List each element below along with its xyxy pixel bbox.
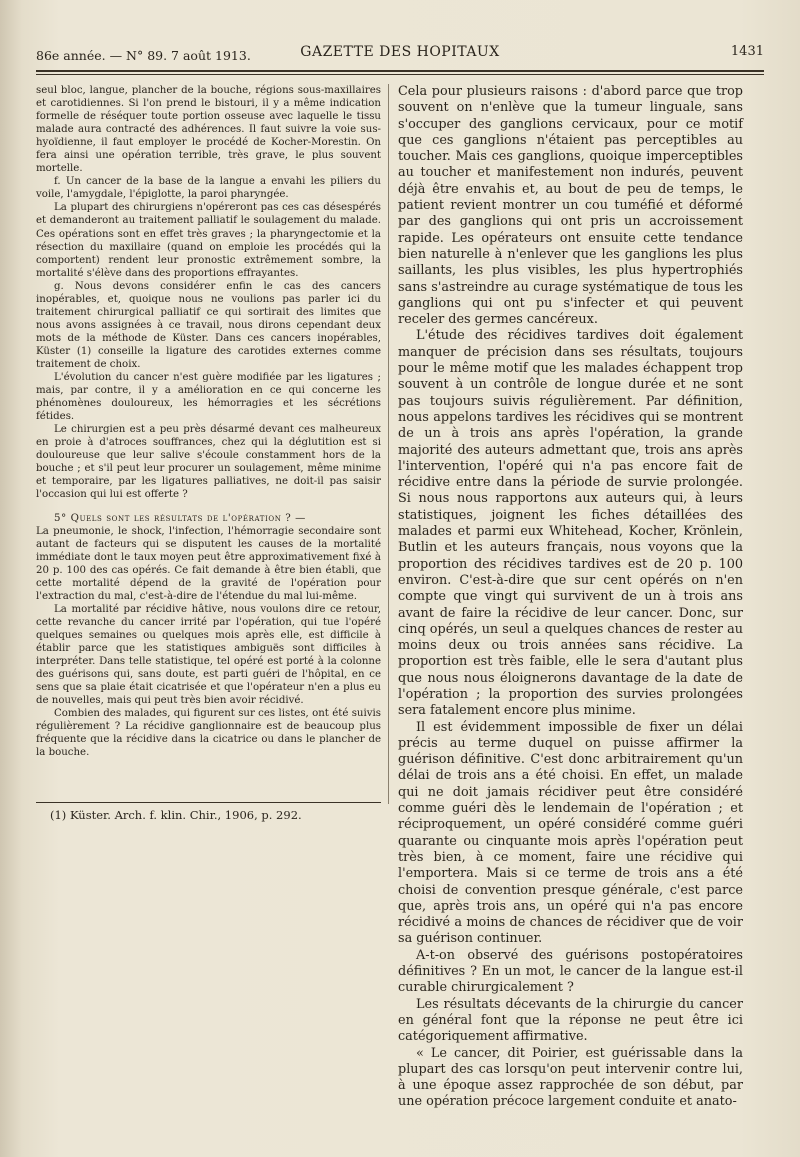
footnote: (1) Küster. Arch. f. klin. Chir., 1906, p. 292. xyxy=(50,808,302,822)
paragraph: seul bloc, langue, plancher de la bouche, régions sous-maxillaires et carotidiennes. Si l'on prend le bistouri, il y a même indication formelle de réséquer toute portion osseuse avec laquelle le tissu malade aura contracté des adhérences. Il faut suivre la voie sus-hyoïdienne, il faut employer le procédé de Kocher-Morestin. On fera ainsi une opération terrible, très grave, le plus souvent mortelle. xyxy=(36,85,381,175)
paragraph: Les résultats décevants de la chirurgie du cancer en général font que la réponse ne peut être ici catégoriquement affirmative. xyxy=(398,996,743,1045)
paragraph: « Le cancer, dit Poirier, est guérissable dans la plupart des cas lorsqu'on peut intervenir contre lui, à une époque assez rapprochée de son début, par une opération précoce largement conduite et anato- xyxy=(398,1045,743,1110)
page-header xyxy=(36,40,764,66)
journal-title: GAZETTE DES HOPITAUX xyxy=(300,44,500,60)
column-divider xyxy=(388,84,389,804)
left-column xyxy=(36,84,381,759)
page-number: 1431 xyxy=(730,44,764,59)
paragraph: g. Nous devons considérer enfin le cas des cancers inopérables, et, quoique nous ne voulions pas parler ici du traitement chirurgical palliatif ce qui sortirait des limites que nous avons assignées à ce travail, nous dirons cependant deux mots de la méthode de Küster. Dans ces cancers inopérables, Küster (1) conseille la ligature des carotides externes comme traitement de choix. xyxy=(36,280,381,370)
header-rule-thin xyxy=(36,74,764,75)
paragraph: f. Un cancer de la base de la langue a envahi les piliers du voile, l'amygdale, l'épiglotte, la paroi pharyngée. xyxy=(36,176,381,201)
paragraph: Combien des malades, qui figurent sur ces listes, ont été suivis régulièrement ? La récidive ganglionnaire est de beaucoup plus fréquente que la récidive dans la cicatrice ou dans le plancher de la bouche. xyxy=(36,708,381,759)
section-heading xyxy=(36,512,381,525)
right-column xyxy=(398,84,743,1111)
paragraph: A-t-on observé des guérisons postopératoires définitives ? En un mot, le cancer de la langue est-il curable chirurgicalement ? xyxy=(398,947,743,996)
header-rule xyxy=(36,70,764,72)
paragraph: L'évolution du cancer n'est guère modifiée par les ligatures ; mais, par contre, il y a amélioration en ce qui concerne les phénomènes douloureux, les hémorragies et les sécrétions fétides. xyxy=(36,372,381,423)
issue-info: 86e année. — N° 89. 7 août 1913. xyxy=(36,48,251,63)
section-title: 5° Quels sont les résultats de l'opération ? — xyxy=(54,512,306,524)
paragraph: La plupart des chirurgiens n'opéreront pas ces cas désespérés et demanderont au traitement palliatif le soulagement du malade. Ces opérations sont en effet très graves ; la pharyngectomie et la résection du maxillaire (quand on emploie les procédés qui la comportent) rendent leur pronostic extrêmement sombre, la mortalité s'élève dans des proportions effrayantes. xyxy=(36,202,381,279)
footnote-rule xyxy=(36,802,381,803)
paragraph: Il est évidemment impossible de fixer un délai précis au terme duquel on puisse affirmer la guérison définitive. C'est donc arbitrairement qu'un délai de trois ans a été choisi. En effet, un malade qui ne doit jamais récidiver peut être considéré comme guéri dès le lendemain de l'opération ; et réciproquement, un opéré considéré comme guéri quarante ou cinquante mois après l'opération peut très bien, à ce moment, faire une récidive qui l'emportera. Mais si ce terme de trois ans a été choisi de convention presque générale, c'est parce que, après trois ans, un opéré qui n'a pas encore récidivé a moins de chances de récidiver que de voir sa guérison continuer. xyxy=(398,719,743,947)
paragraph: La pneumonie, le shock, l'infection, l'hémorragie secondaire sont autant de facteurs qui se disputent les causes de la mortalité immédiate dont le taux moyen peut être approximativement fixé à 20 p. 100 des cas opérés. Ce fait demande à être bien établi, que cette mortalité dépend de la gravité de l'opération pour l'extraction du mal, c'est-à-dire de l'étendue du mal lui-même. xyxy=(36,525,381,602)
paragraph: Le chirurgien est a peu près désarmé devant ces malheureux en proie à d'atroces souffrances, chez qui la déglutition est si douloureuse que leur salive s'écoule constamment hors de la bouche ; et s'il peut leur procurer un soulagement, même minime et temporaire, par les ligatures palliatives, ne doit-il pas saisir l'occasion qui lui est offerte ? xyxy=(36,424,381,501)
paragraph: L'étude des récidives tardives doit également manquer de précision dans ses résultats, toujours pour le même motif que les malades échappent trop souvent à un contrôle de longue durée et ne sont pas toujours suivis régulièrement. Par définition, nous appelons tardives les récidives qui se montrent de un à trois ans après l'opération, la grande majorité des auteurs admettant que, trois ans après l'intervention, l'opéré qui n'a pas encore fait de récidive entre dans la période de survie prolongée. Si nous nous rapportons aux auteurs qui, à leurs statistiques, joignent les fiches détaillées des malades et parmi eux Whitehead, Kocher, Krönlein, Butlin et les auteurs français, nous voyons que la proportion des récidives tardives est de 20 p. 100 environ. C'est-à-dire que sur cent opérés on n'en compte que vingt qui survivent de un à trois ans avant de faire la récidive de leur cancer. Donc, sur cinq opérés, un seul a quelques chances de rester au moins deux ou trois années sans récidive. La proportion est très faible, elle le sera d'autant plus que nous nous éloignerons davantage de la date de l'opération ; la proportion des survies prolongées sera fatalement encore plus minime. xyxy=(398,328,743,719)
paragraph: La mortalité par récidive hâtive, nous voulons dire ce retour, cette revanche du cancer irrité par l'opération, qui tue l'opéré quelques semaines ou quelques mois après elle, est difficile à établir parce que les statistiques ambiguës sont difficiles à interpréter. Dans telle statistique, tel opéré est porté à la colonne des guérisons qui, sans doute, est parti guéri de l'hôpital, en ce sens que sa plaie était cicatrisée et que l'opérateur n'en a plus eu de nouvelles, mais qui peut très bien avoir récidivé. xyxy=(36,603,381,707)
paragraph: Cela pour plusieurs raisons : d'abord parce que trop souvent on n'enlève que la tumeur linguale, sans s'occuper des ganglions cervicaux, pour ce motif que ces ganglions n'étaient pas perceptibles au toucher. Mais ces ganglions, quoique imperceptibles au toucher et manifestement non indurés, peuvent déjà être envahis et, au bout de peu de temps, le patient revient montrer un cou tuméfié et déformé par des ganglions qui ont pris un accroissement rapide. Les opérateurs ont ensuite cette tendance bien naturelle à n'enlever que les ganglions les plus saillants, les plus visibles, les plus hypertrophiés sans s'astreindre au curage systématique de tous les ganglions qui ont pu s'infecter et qui peuvent receler des germes cancéreux. xyxy=(398,84,743,328)
